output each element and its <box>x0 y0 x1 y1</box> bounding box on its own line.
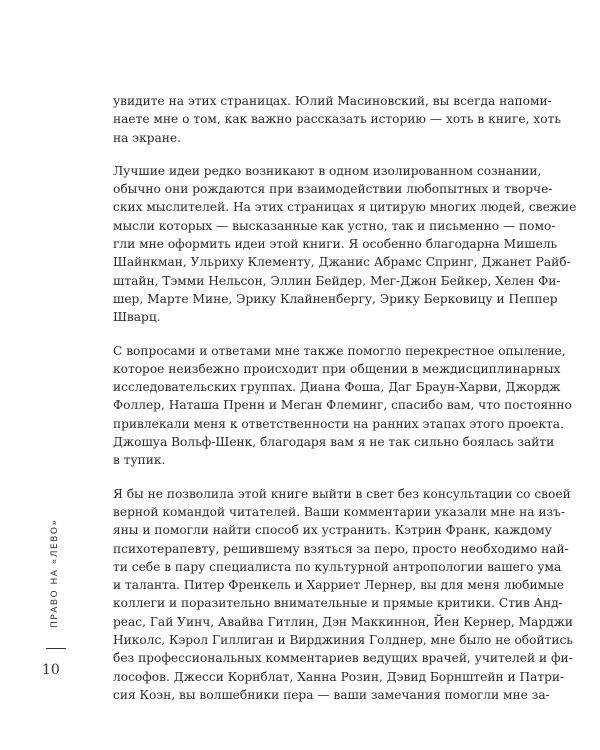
text-line: коллеги и поразительно внимательные и прямые критики. Стив Анд- <box>113 596 563 611</box>
text-line: лософов. Джесси Корнблат, Ханна Розин, Дэвид Борнштейн и Патри- <box>113 669 565 684</box>
paragraph <box>113 485 574 705</box>
running-head: ПРАВО НА «ЛЕВО» <box>50 518 60 628</box>
text-line: привлекали меня к ответственности на ранних этапах этого проекта. <box>113 416 564 431</box>
paragraph <box>113 92 561 147</box>
text-line: исследовательских группах. Диана Фоша, Даг Браун-Харви, Джордж <box>113 380 561 395</box>
text-line: сия Коэн, вы волшебники пера — ваши замечания помогли мне за- <box>113 687 550 702</box>
text-line: Джошуа Вольф-Шенк, благодаря вам я не так сильно боялась зайти <box>113 435 555 450</box>
text-line: верной командой читателей. Ваши комментарии указали мне на изъ- <box>113 504 565 519</box>
text-line: ти себе в пару специалиста по культурной антропологии вашего ума <box>113 559 562 574</box>
text-line: мысли которых — высказанные как устно, так и письменно — помо- <box>113 218 556 233</box>
text-line: шер, Марте Мине, Эрику Клайненбергу, Эрику Берковицу и Пеппер <box>113 291 558 306</box>
paragraph <box>113 342 572 470</box>
folio-rule <box>46 648 66 649</box>
text-line: Фоллер, Наташа Пренн и Меган Флеминг, спасибо вам, что постоянно <box>113 398 572 413</box>
text-line: без профессиональных комментариев ведущих врачей, учителей и фи- <box>113 651 573 666</box>
text-line: психотерапевту, решившему взяться за перо, просто необходимо най- <box>113 541 569 556</box>
text-line: ских мыслителей. На этих страницах я цитирую многих людей, свежие <box>113 200 577 215</box>
text-line: увидите на этих страницах. Юлий Масиновский, вы всегда напоми- <box>113 94 552 108</box>
text-line: наете мне о том, как важно рассказать историю — хоть в книге, хоть <box>113 112 561 127</box>
body-text <box>113 92 577 719</box>
paragraph <box>113 162 577 327</box>
text-line: Николс, Кэрол Гиллиган и Вирджиния Голднер, мне было не обойтись <box>113 633 573 648</box>
text-line: С вопросами и ответами мне также помогло перекрестное опыление, <box>113 343 566 358</box>
text-line: Лучшие идеи редко возникают в одном изолированном сознании, <box>113 163 542 178</box>
text-line: Шварц. <box>113 310 161 325</box>
page-number: 10 <box>42 662 60 678</box>
text-line: на экране. <box>113 130 181 145</box>
text-line: Я бы не позволила этой книге выйти в свет без консультации со своей <box>113 486 571 501</box>
text-line: Шайнкман, Ульриху Клементу, Джанис Абрамс Спринг, Джанет Райб- <box>113 255 571 270</box>
text-line: которое неизбежно происходит при общении в междисциплинарных <box>113 361 561 376</box>
text-line: реас, Гай Уинч, Авайва Гитлин, Дэн Маккиннон, Йен Кернер, Марджи <box>113 614 574 629</box>
text-line: в тупик. <box>113 453 166 468</box>
text-line: и таланта. Питер Френкель и Харриет Лернер, вы для меня любимые <box>113 578 565 593</box>
text-line: яны и помогли найти способ их устранить. Кэтрин Франк, каждому <box>113 523 552 538</box>
text-line: обычно они рождаются при взаимодействии любопытных и творче- <box>113 182 553 197</box>
text-line: штайн, Тэмми Нельсон, Эллин Бейдер, Мег-Джон Бейкер, Хелен Фи- <box>113 273 561 288</box>
text-line: гли мне оформить идеи этой книги. Я особенно благодарна Мишель <box>113 237 558 252</box>
